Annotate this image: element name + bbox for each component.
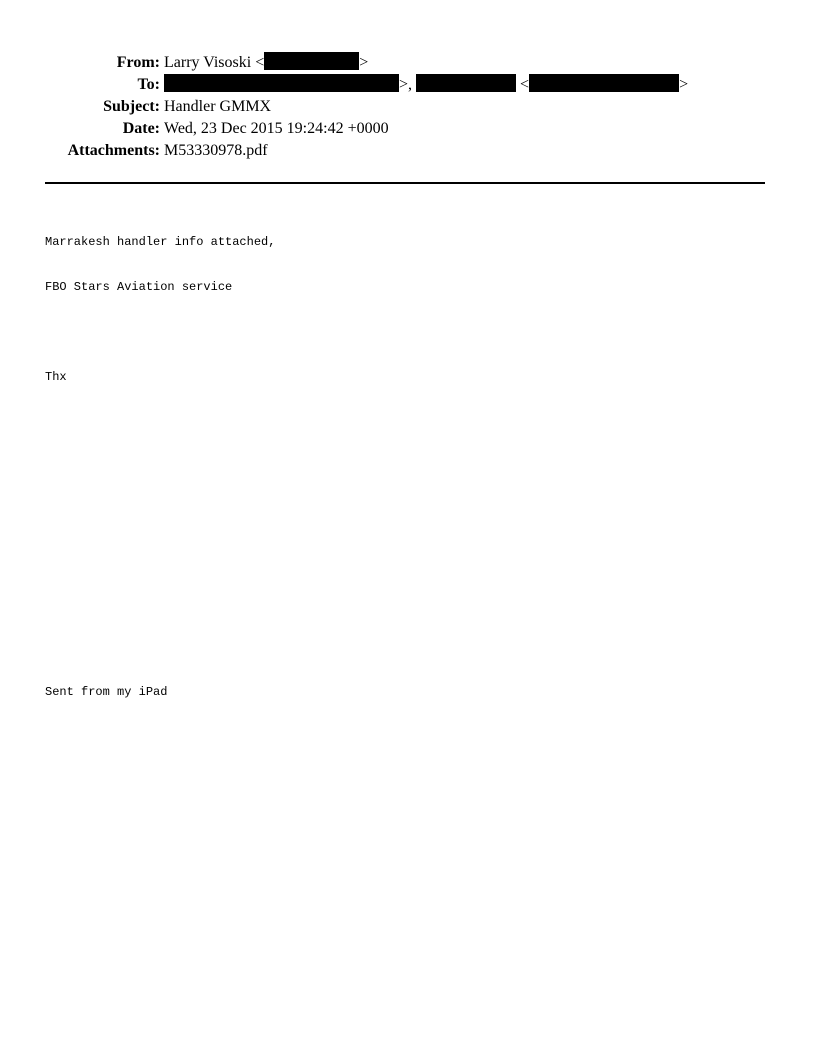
to-label: To: bbox=[137, 76, 160, 93]
header-divider bbox=[45, 182, 765, 184]
angle-close-comma: >, bbox=[399, 76, 413, 93]
subject-label: Subject: bbox=[103, 98, 160, 115]
from-name: Larry Visoski bbox=[164, 54, 252, 71]
attachments-label: Attachments: bbox=[67, 142, 160, 159]
angle-open: < bbox=[255, 54, 265, 71]
attachment-filename: M53330978.pdf bbox=[164, 142, 268, 159]
blank-line bbox=[45, 550, 765, 565]
body-line: Marrakesh handler info attached, bbox=[45, 235, 276, 249]
blank-line bbox=[45, 460, 765, 475]
to-row bbox=[0, 74, 816, 96]
blank-line bbox=[45, 505, 765, 520]
blank-line bbox=[45, 640, 765, 655]
body-line: FBO Stars Aviation service bbox=[45, 280, 233, 294]
date-value: Wed, 23 Dec 2015 19:24:42 +0000 bbox=[164, 120, 389, 137]
from-value bbox=[164, 52, 368, 74]
subject-value: Handler GMMX bbox=[164, 98, 272, 115]
email-header bbox=[0, 52, 816, 162]
redaction-block bbox=[164, 74, 399, 92]
blank-line bbox=[45, 595, 765, 610]
attachments-row bbox=[0, 140, 816, 162]
signature-line: Sent from my iPad bbox=[45, 685, 168, 699]
redaction-block bbox=[529, 74, 679, 92]
angle-close: > bbox=[359, 54, 369, 71]
date-row bbox=[0, 118, 816, 140]
from-row bbox=[0, 52, 816, 74]
subject-row bbox=[0, 96, 816, 118]
date-label: Date: bbox=[122, 120, 160, 137]
redaction-block bbox=[416, 74, 516, 92]
from-label: From: bbox=[116, 54, 160, 71]
blank-line bbox=[45, 415, 765, 430]
body-line: Thx bbox=[45, 370, 67, 384]
redaction-block bbox=[264, 52, 359, 70]
to-value bbox=[164, 74, 688, 96]
email-body bbox=[45, 205, 765, 715]
angle-close: > bbox=[679, 76, 689, 93]
blank-line bbox=[45, 325, 765, 340]
angle-open: < bbox=[520, 76, 530, 93]
